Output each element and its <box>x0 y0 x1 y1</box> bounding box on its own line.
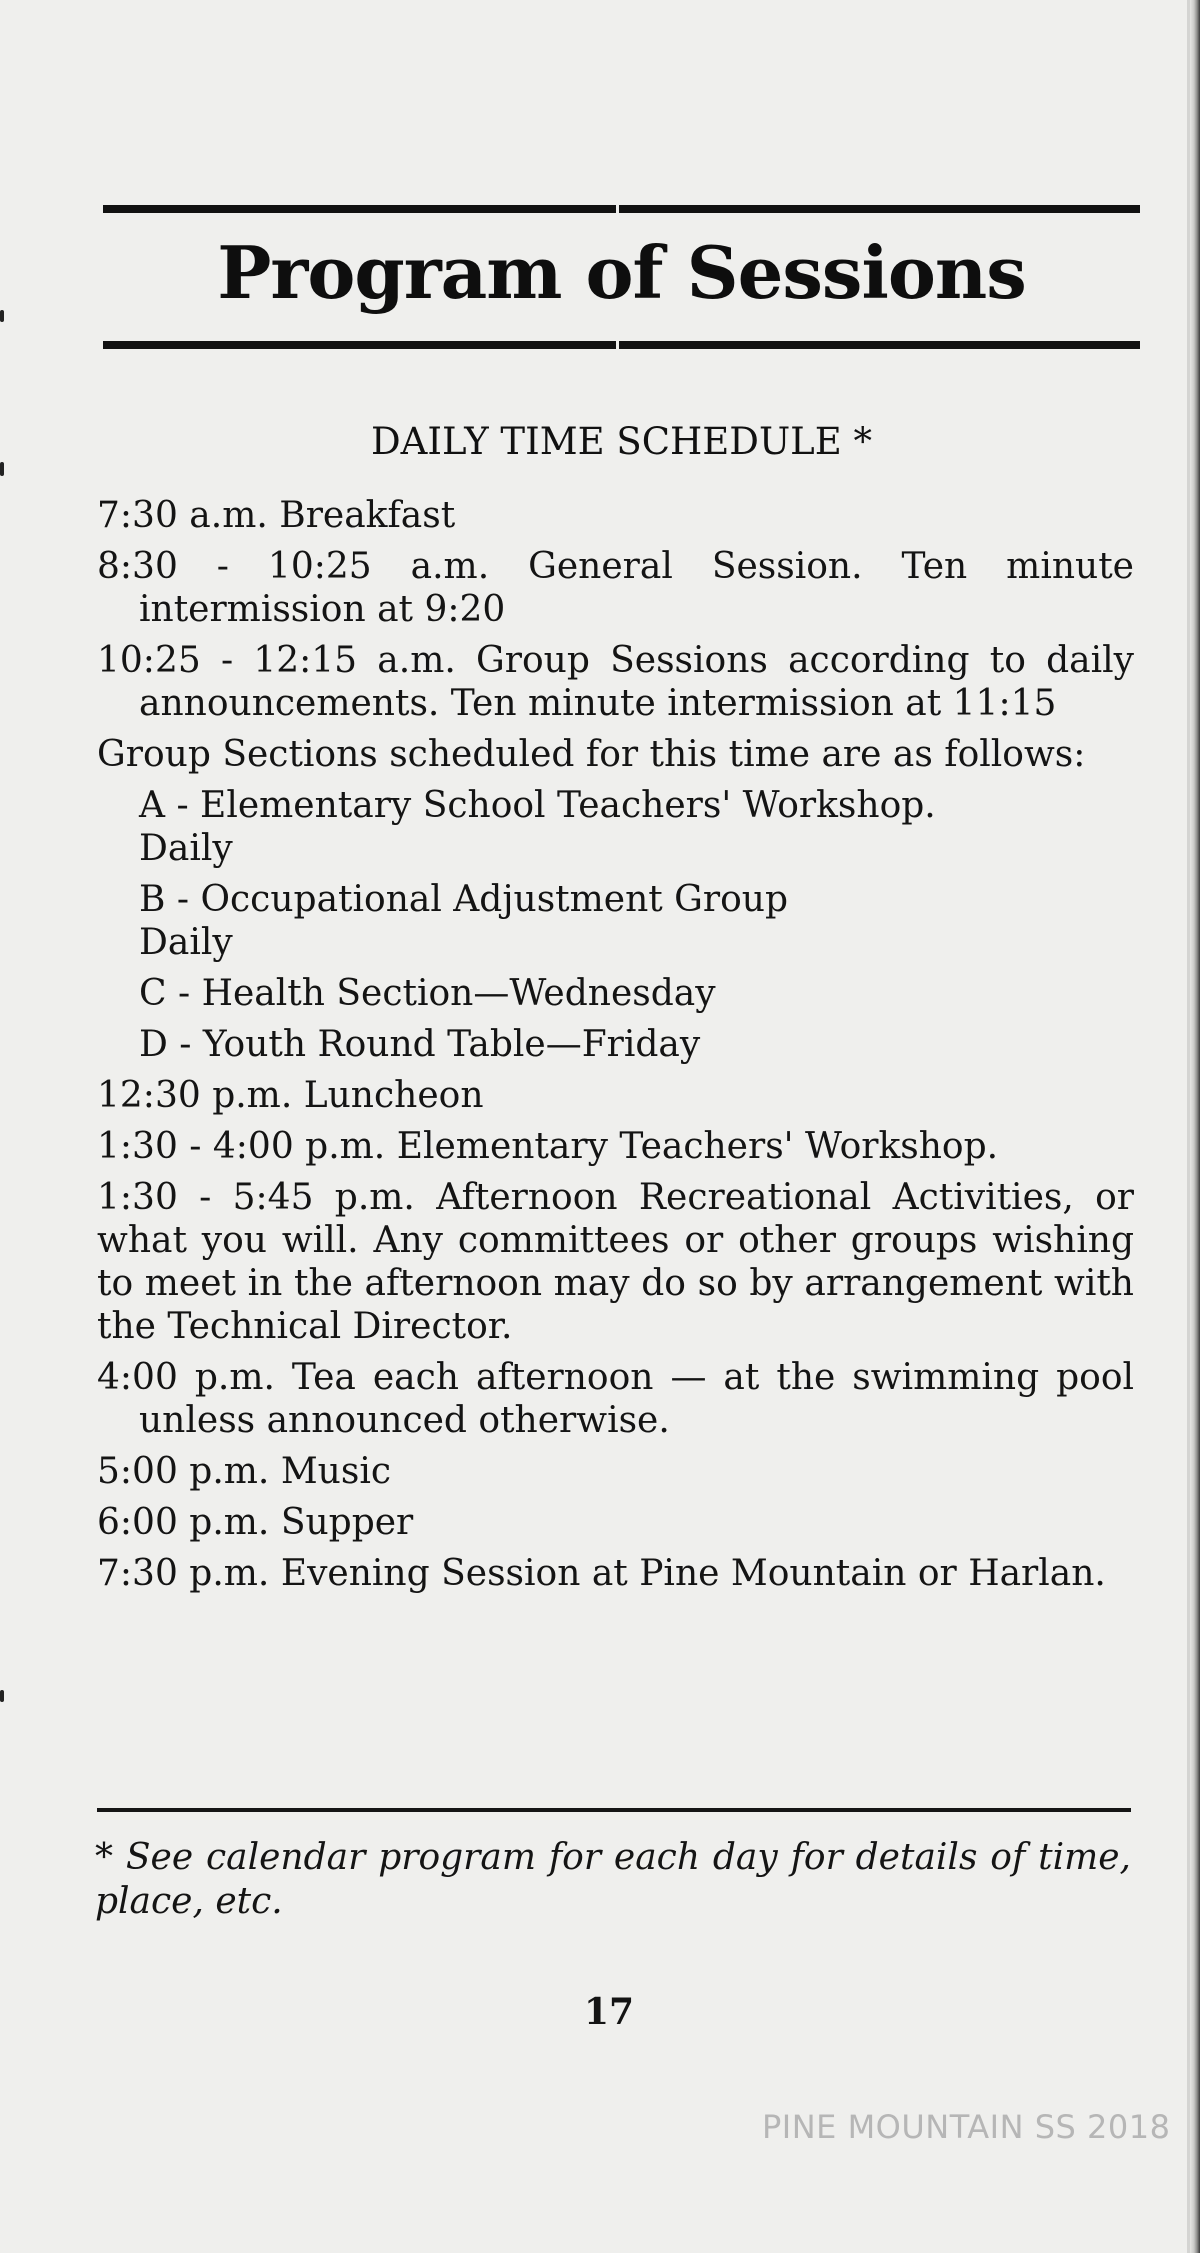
entry-time: 1:30 - 5:45 p.m. <box>97 1177 415 1218</box>
group-section-detail: Daily <box>139 828 233 869</box>
group-section-label: D - Youth Round Table—Friday <box>139 1024 701 1065</box>
group-section-label: A - Elementary School Teachers' Workshop. <box>139 785 936 826</box>
entry-text: General Session. Ten minute intermission at 9:20 <box>139 546 1134 630</box>
schedule-entry <box>97 494 1134 537</box>
entry-text: Afternoon Recreational Activities, or what you will. Any committees or other groups wishing to meet in the afternoon may do so by arrangement with the Technical Director. <box>97 1177 1134 1347</box>
entry-text: Supper <box>280 1502 414 1543</box>
group-section-detail: Daily <box>139 922 233 963</box>
entry-time: 7:30 p.m. <box>97 1553 270 1594</box>
scan-mark <box>0 1690 4 1702</box>
group-section-item <box>139 878 1134 964</box>
group-sections-list <box>97 784 1134 1066</box>
group-section-item <box>139 972 1134 1015</box>
page-number: 17 <box>583 1991 635 2033</box>
footnote-divider <box>97 1808 1131 1812</box>
schedule-entry <box>97 1176 1134 1348</box>
schedule-entry <box>97 1501 1134 1544</box>
entry-time: 1:30 - 4:00 p.m. <box>97 1126 386 1167</box>
entry-text: Luncheon <box>303 1075 484 1116</box>
entry-time: 7:30 a.m. <box>97 495 268 536</box>
schedule-entry <box>97 1552 1134 1595</box>
entry-time: 8:30 - 10:25 a.m. <box>97 546 490 587</box>
entry-text: Group Sessions according to daily announcements. Ten minute intermission at 11:15 <box>139 640 1134 724</box>
entry-text: Elementary Teachers' Workshop. <box>396 1126 999 1167</box>
schedule-heading: DAILY TIME SCHEDULE * <box>371 420 872 463</box>
group-section-label: C - Health Section—Wednesday <box>139 973 716 1014</box>
schedule-entry <box>97 1450 1134 1493</box>
schedule-entry <box>97 545 1134 631</box>
group-sections-intro: Group Sections scheduled for this time are as follows: <box>97 734 1086 775</box>
daily-schedule <box>97 494 1134 1603</box>
entry-time: 12:30 p.m. <box>97 1075 293 1116</box>
page-edge <box>1190 0 1200 2253</box>
entry-time: 6:00 p.m. <box>97 1502 270 1543</box>
title-top-rule <box>103 205 1140 213</box>
group-section-label: B - Occupational Adjustment Group <box>139 879 789 920</box>
footnote: * See calendar program for each day for details of time, place, etc. <box>95 1837 1131 1922</box>
schedule-entry <box>97 1074 1134 1117</box>
schedule-entry <box>97 1125 1134 1168</box>
entry-text: Tea each afternoon — at the swimming pool unless announced otherwise. <box>139 1357 1135 1441</box>
entry-time: 4:00 p.m. <box>97 1357 275 1398</box>
entry-text: Evening Session at Pine Mountain or Harlan. <box>280 1553 1106 1594</box>
entry-text: Breakfast <box>279 495 456 536</box>
title-bottom-rule <box>103 341 1140 349</box>
group-section-item <box>139 1023 1134 1066</box>
page-title: Program of Sessions <box>217 230 1026 315</box>
entry-time: 5:00 p.m. <box>97 1451 270 1492</box>
entry-text: Music <box>280 1451 392 1492</box>
watermark: PINE MOUNTAIN SS 2018 <box>762 2108 1171 2146</box>
group-section-item <box>139 784 1134 870</box>
entry-time: 10:25 - 12:15 a.m. <box>97 640 456 681</box>
schedule-entry <box>97 1356 1134 1442</box>
schedule-entry <box>97 639 1134 725</box>
